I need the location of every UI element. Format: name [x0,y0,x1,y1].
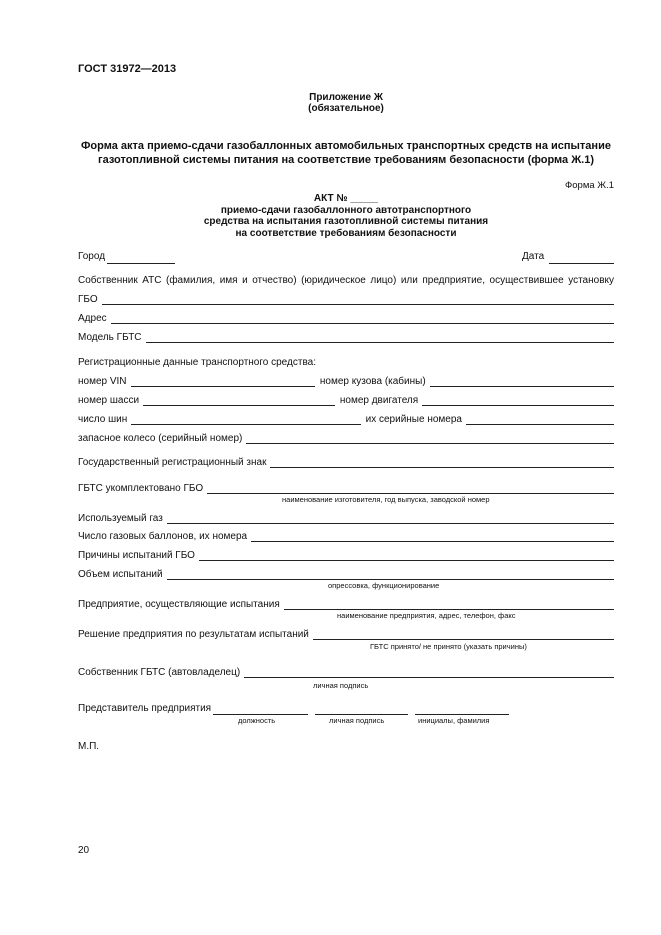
decision-label: Решение предприятия по результатам испытаний [78,629,309,640]
rep-signature-hint: личная подпись [329,716,385,725]
gas-field[interactable] [167,513,614,524]
act-number: АКТ № _____ [313,193,379,204]
form-title [78,139,614,167]
scope-label: Объем испытаний [78,569,163,580]
spare-wheel-field[interactable] [246,433,614,444]
decision-row [78,627,614,641]
gas-label: Используемый газ [78,513,163,524]
spare-wheel-row [78,431,614,445]
address-label: Адрес [78,313,107,324]
vin-label: номер VIN [78,376,127,387]
body-no-field[interactable] [430,376,614,387]
position-hint: должность [238,716,276,725]
tire-serials-label: их серийные номера [365,414,462,425]
engine-no-label: номер двигателя [339,395,419,406]
test-org-label: Предприятие, осуществляющие испытания [78,599,280,610]
scope-field[interactable] [167,569,614,580]
owner-label-line1: Собственник АТС (фамилия, имя и отчество) (юридическое лицо) или предприятие, осуществившее установку [78,275,614,286]
chassis-field[interactable] [143,395,335,406]
chassis-row [78,393,614,407]
owner-field[interactable] [102,294,614,305]
engine-no-field[interactable] [422,395,614,406]
cylinders-label: Число газовых баллонов, их номера [78,531,248,542]
gas-row [78,511,614,525]
appendix-title: Приложение Ж [309,92,383,103]
chassis-label: номер шасси [78,395,140,406]
scope-row [78,567,614,581]
body-no-label: номер кузова (кабины) [319,376,426,387]
spare-wheel-label: запасное колесо (серийный номер) [78,433,243,444]
equipped-row [78,481,614,495]
form-title-line2: газотопливной системы питания на соответствие требованиям безопасности (форма Ж.1) [97,154,594,166]
decision-field[interactable] [313,629,614,640]
cylinders-row [78,529,614,543]
tire-count-label: число шин [78,414,128,425]
vin-row [78,374,614,388]
test-org-field[interactable] [284,599,614,610]
address-field[interactable] [111,313,614,324]
model-label: Модель ГБТС [78,332,142,343]
tire-count-field[interactable] [131,414,360,425]
address-row [78,311,614,325]
standard-header: ГОСТ 31972—2013 [78,63,177,75]
model-field[interactable] [146,332,614,343]
equipped-label: ГБТС укомплектовано ГБО [78,483,204,494]
page-number: 20 [78,845,90,856]
city-field[interactable] [107,262,175,264]
test-org-hint: наименование предприятия, адрес, телефон, факс [337,611,516,620]
reasons-row [78,548,614,562]
state-reg-label: Государственный регистрационный знак [78,457,267,468]
position-field[interactable] [213,713,308,715]
appendix-status: (обязательное) [308,103,384,114]
reasons-label: Причины испытаний ГБО [78,550,195,561]
model-row [78,330,614,344]
decision-hint: ГБТС принято/ не принято (указать причины) [370,642,527,651]
vehicle-owner-label: Собственник ГБТС (автовладелец) [78,667,241,678]
act-heading [78,193,614,239]
representative-label: Представитель предприятия [78,703,212,714]
tire-serials-field[interactable] [466,414,614,425]
date-label: Дата [522,251,545,262]
owner-row [78,292,614,306]
reg-data-heading: Регистрационные данные транспортного средства: [78,357,316,368]
state-reg-field[interactable] [270,457,614,468]
scope-hint: опрессовка, функционирование [328,581,440,590]
initials-field[interactable] [415,713,509,715]
vehicle-owner-field[interactable] [244,667,614,678]
reasons-field[interactable] [199,550,614,561]
test-org-row [78,597,614,611]
equipped-hint: наименование изготовителя, год выпуска, заводской номер [282,495,490,504]
seal-placeholder: М.П. [78,741,100,752]
initials-hint: инициалы, фамилия [418,716,490,725]
city-label: Город [78,251,106,262]
act-subtitle-line3: на соответствие требованиям безопасности [235,227,457,239]
rep-signature-field[interactable] [315,713,408,715]
signature-hint: личная подпись [313,681,369,690]
state-reg-row [78,455,614,469]
owner-label-line2: ГБО [78,294,98,305]
vin-field[interactable] [131,376,315,387]
date-field[interactable] [549,262,614,264]
form-title-line1: Форма акта приемо-сдачи газобаллонных автомобильных транспортных средств на испытание [81,140,611,152]
act-subtitle-line2: средства на испытания газотопливной системы питания [203,216,489,227]
equipped-field[interactable] [207,483,614,494]
act-subtitle-line1: приемо-сдачи газобаллонного автотранспортного [220,204,472,216]
vehicle-owner-row [78,665,614,679]
form-number: Форма Ж.1 [565,180,614,191]
cylinders-field[interactable] [251,531,614,542]
tires-row [78,412,614,426]
